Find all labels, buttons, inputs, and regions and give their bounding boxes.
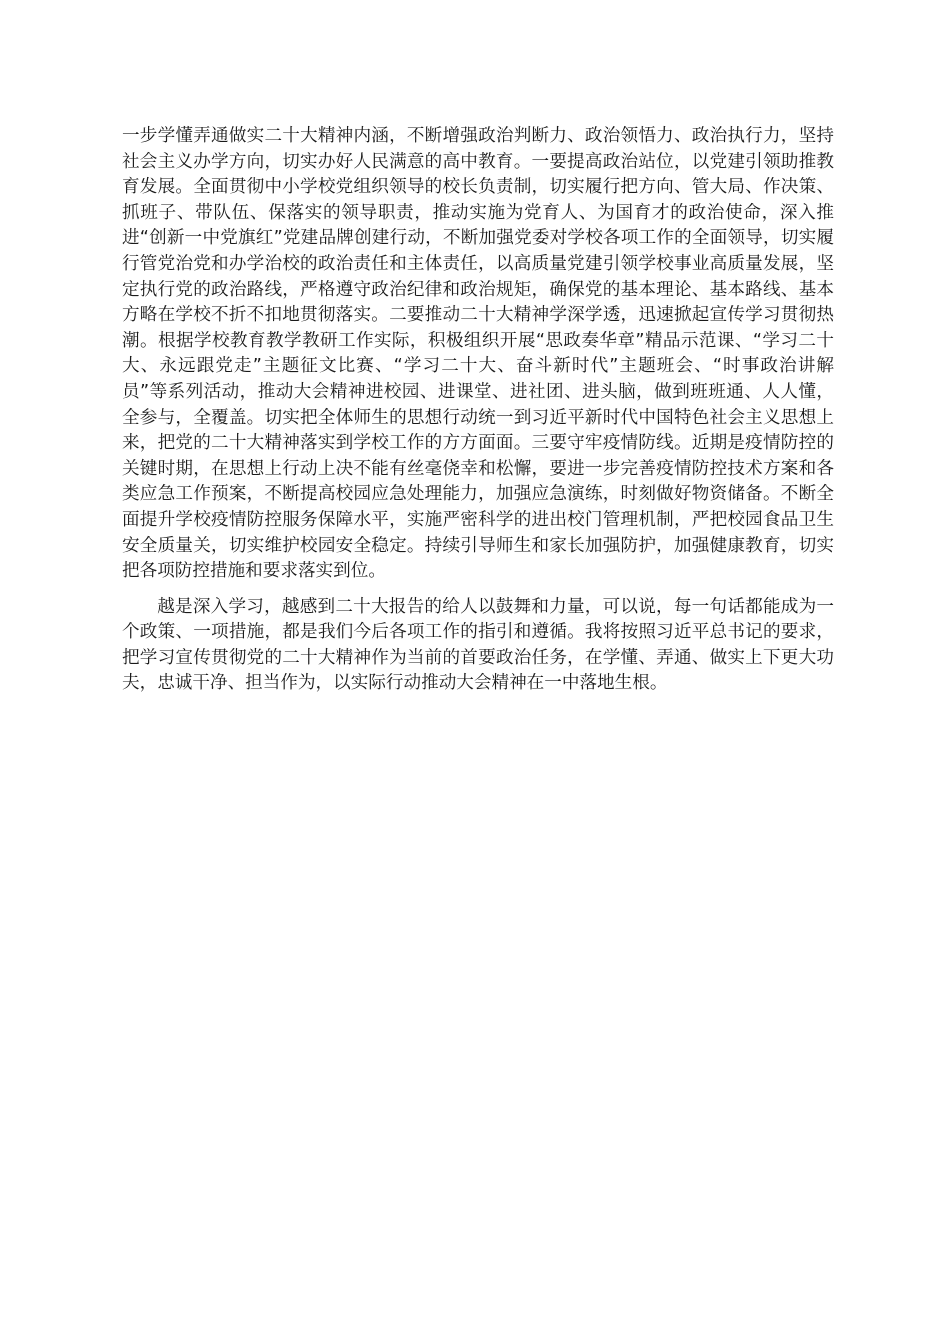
document-body [122,124,834,697]
paragraph-2: 越是深入学习，越感到二十大报告的给人以鼓舞和力量，可以说，每一句话都能成为一个政策、一项措施，都是我们今后各项工作的指引和遵循。我将按照习近平总书记的要求，把学习宣传贯彻党的二十大精神作为当前的首要政治任务，在学懂、弄通、做实上下更大功夫，忠诚干净、担当作为，以实际行动推动大会精神在一中落地生根。 [122,596,834,694]
paragraph-1: 一步学懂弄通做实二十大精神内涵，不断增强政治判断力、政治领悟力、政治执行力，坚持社会主义办学方向，切实办好人民满意的高中教育。一要提高政治站位，以党建引领助推教育发展。全面贯彻中小学校党组织领导的校长负责制，切实履行把方向、管大局、作决策、抓班子、带队伍、保落实的领导职责，推动实施为党育人、为国育才的政治使命，深入推进“创新一中党旗红”党建品牌创建行动，不断加强党委对学校各项工作的全面领导，切实履行管党治党和办学治校的政治责任和主体责任，以高质量党建引领学校事业高质量发展，坚定执行党的政治路线，严格遵守政治纪律和政治规矩，确保党的基本理论、基本路线、基本方略在学校不折不扣地贯彻落实。二要推动二十大精神学深学透，迅速掀起宣传学习贯彻热潮。根据学校教育教学教研工作实际，积极组织开展“思政奏华章”精品示范课、“学习二十大、永远跟党走”主题征文比赛、“学习二十大、奋斗新时代”主题班会、“时事政治讲解员”等系列活动，推动大会精神进校园、进课堂、进社团、进头脑，做到班班通、人人懂，全参与，全覆盖。切实把全体师生的思想行动统一到习近平新时代中国特色社会主义思想上来，把党的二十大精神落实到学校工作的方方面面。三要守牢疫情防线。近期是疫情防控的关键时期，在思想上行动上决不能有丝毫侥幸和松懈，要进一步完善疫情防控技术方案和各类应急工作预案，不断提高校园应急处理能力，加强应急演练，时刻做好物资储备。不断全面提升学校疫情防控服务保障水平，实施严密科学的进出校门管理机制，严把校园食品卫生安全质量关，切实维护校园安全稳定。持续引导师生和家长加强防护，加强健康教育，切实把各项防控措施和要求落实到位。 [122,126,834,582]
